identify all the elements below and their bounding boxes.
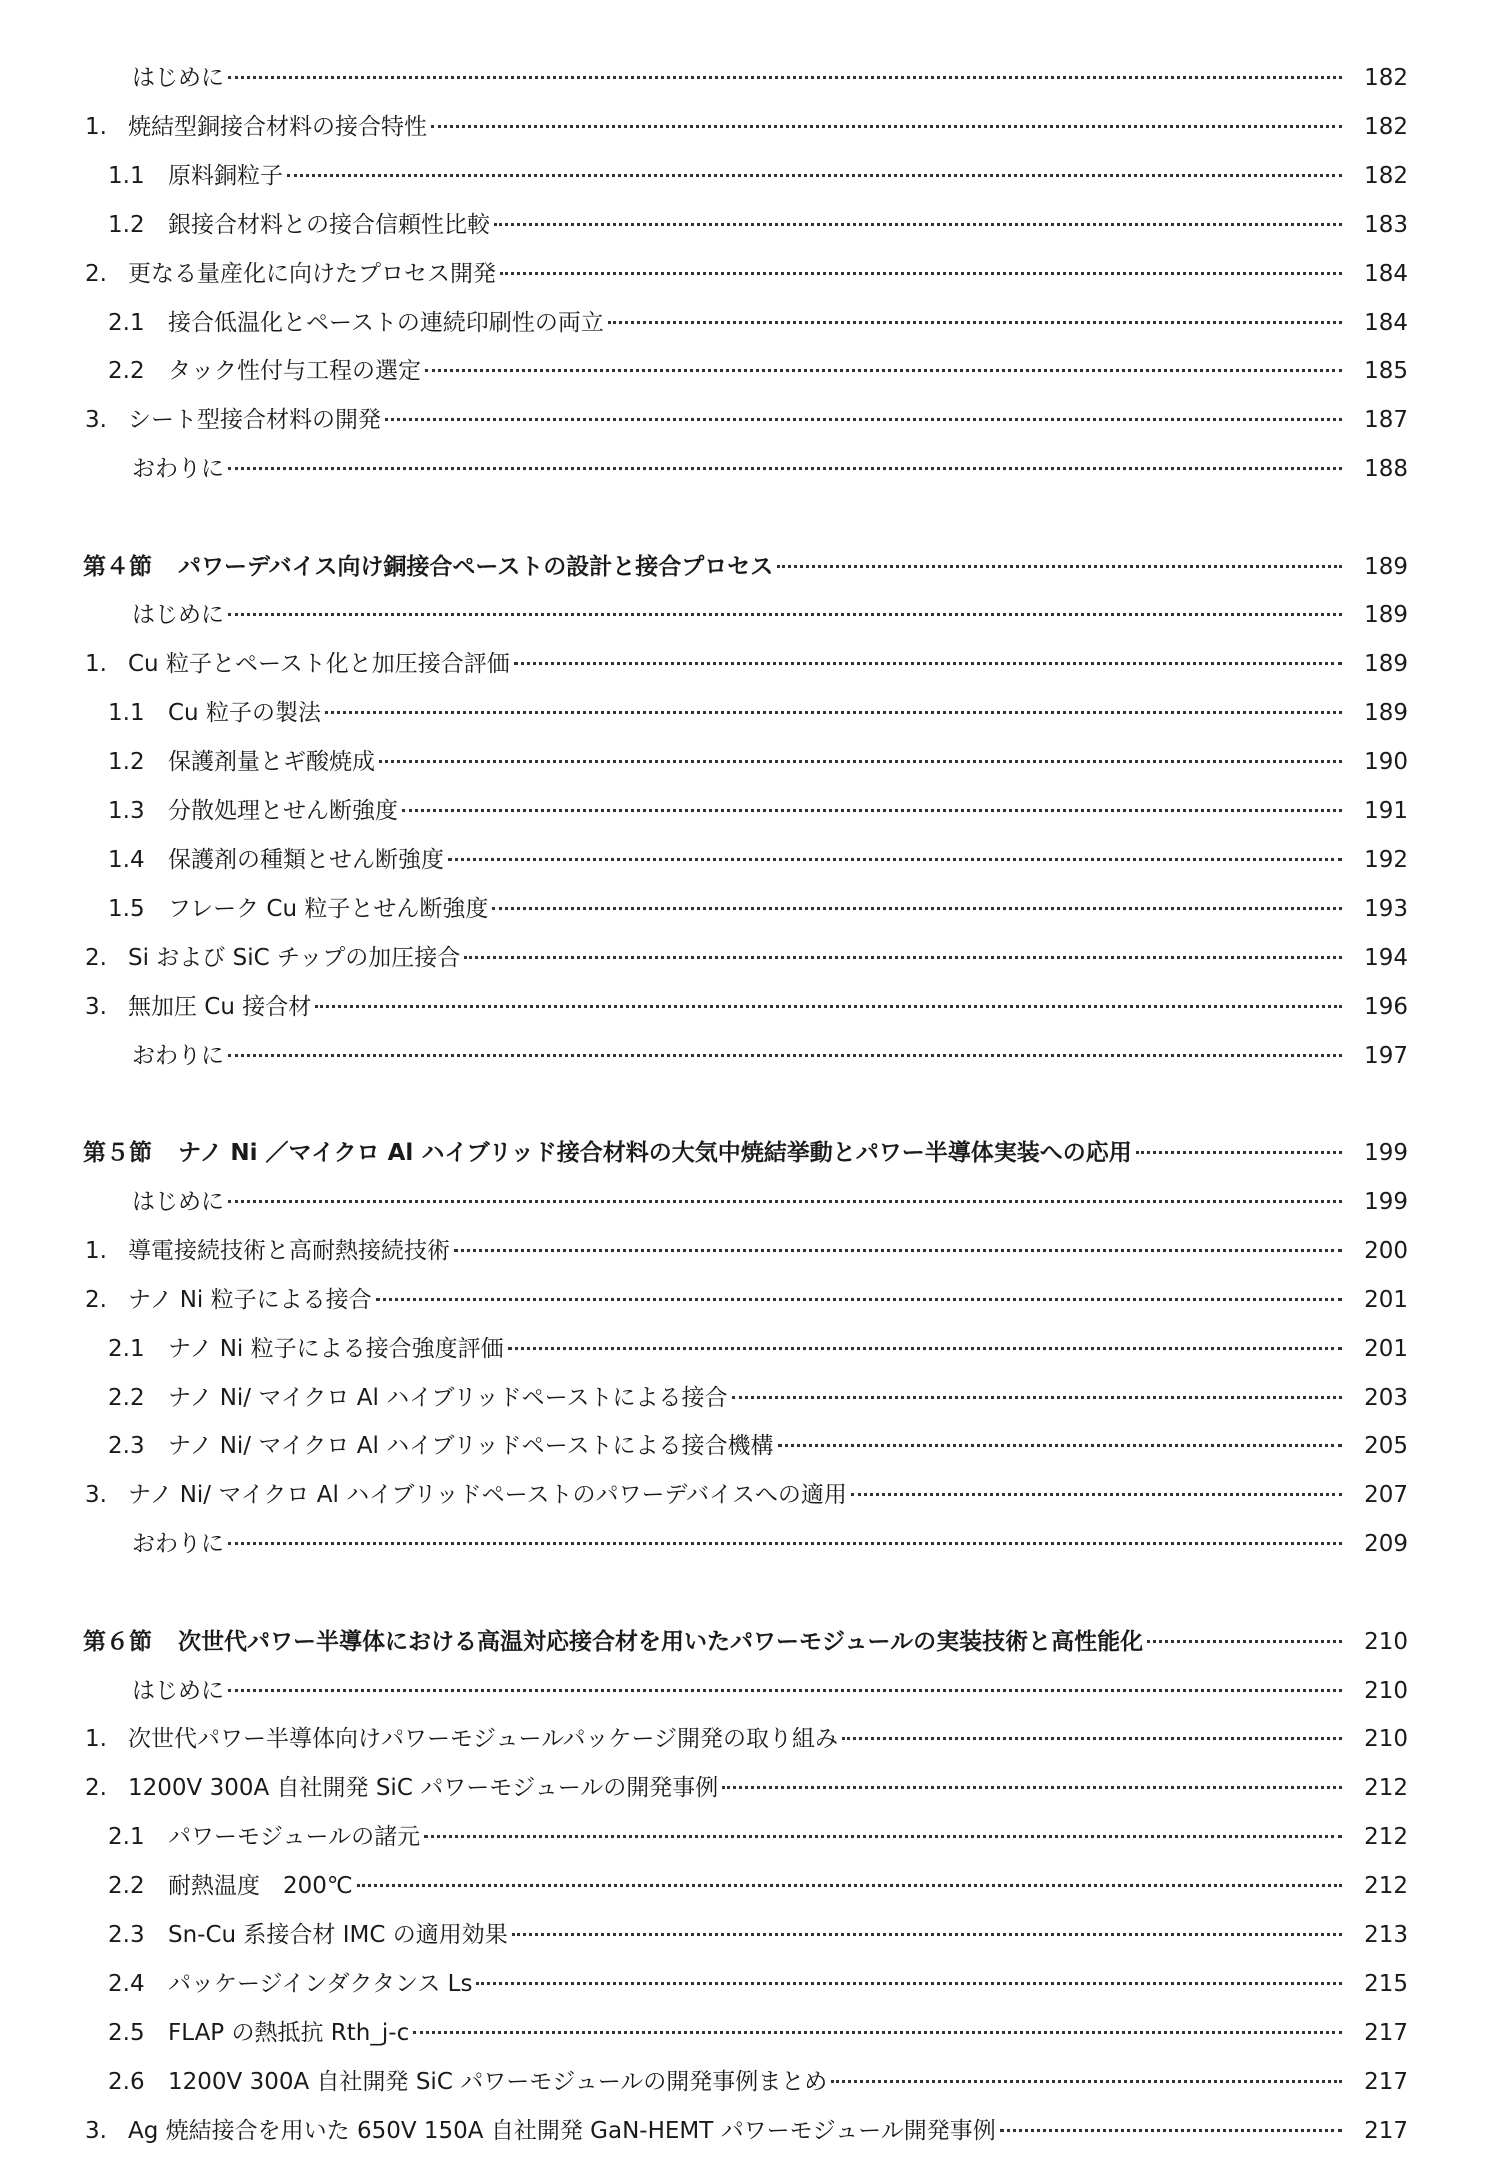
dot-leader bbox=[228, 76, 1342, 79]
toc-entry-number: 1.5 bbox=[108, 896, 145, 922]
toc-entry-line bbox=[132, 449, 1346, 489]
toc-entry-title: 銀接合材料との接合信頼性比較 bbox=[168, 212, 490, 238]
toc-entry-line bbox=[128, 987, 1346, 1027]
toc-entry-number: 2. bbox=[85, 261, 107, 287]
toc-page-number: 212 bbox=[1364, 1775, 1408, 1801]
toc-entry-line bbox=[128, 1768, 1346, 1808]
toc-entry-number: 1.4 bbox=[108, 847, 145, 873]
toc-entry-title: Si および SiC チップの加圧接合 bbox=[128, 945, 461, 971]
toc-page-number: 191 bbox=[1364, 798, 1408, 824]
toc-page-number: 190 bbox=[1364, 749, 1408, 775]
dot-leader bbox=[831, 2080, 1342, 2083]
toc-entry bbox=[0, 1426, 1496, 1466]
dot-leader bbox=[777, 565, 1342, 568]
toc-entry-line bbox=[168, 2062, 1346, 2102]
dot-leader bbox=[379, 760, 1342, 763]
toc-entry-number: 2. bbox=[85, 1775, 107, 1801]
toc-page-number: 193 bbox=[1364, 896, 1408, 922]
toc-entry bbox=[0, 987, 1496, 1027]
toc-entry-line bbox=[128, 254, 1346, 294]
toc-entry bbox=[0, 1915, 1496, 1955]
toc-entry-line bbox=[128, 1719, 1346, 1759]
dot-leader bbox=[228, 1200, 1342, 1203]
dot-leader bbox=[1000, 2129, 1342, 2132]
toc-entry bbox=[0, 156, 1496, 196]
toc-page-number: 182 bbox=[1364, 114, 1408, 140]
toc-entry-title: 1200V 300A 自社開発 SiC パワーモジュールの開発事例 bbox=[128, 1775, 719, 1801]
toc-entry bbox=[0, 1768, 1496, 1808]
toc-page-number: 200 bbox=[1364, 1238, 1408, 1264]
toc-entry bbox=[0, 351, 1496, 391]
toc-entry-line bbox=[168, 1964, 1346, 2004]
toc-entry-line bbox=[128, 644, 1346, 684]
toc-entry-line bbox=[168, 742, 1346, 782]
toc-entry bbox=[0, 2013, 1496, 2053]
toc-entry-number: 2.1 bbox=[108, 1336, 145, 1362]
dot-leader bbox=[1136, 1151, 1342, 1154]
toc-entry-line bbox=[128, 107, 1346, 147]
toc-entry-number: 2.2 bbox=[108, 1873, 145, 1899]
toc-entry-line bbox=[132, 58, 1346, 98]
toc-entry bbox=[0, 595, 1496, 635]
toc-entry bbox=[0, 2062, 1496, 2102]
toc-entry bbox=[0, 840, 1496, 880]
toc-entry-number: 2.1 bbox=[108, 310, 145, 336]
toc-page-number: 184 bbox=[1364, 310, 1408, 336]
toc-entry-number: 2.1 bbox=[108, 1824, 145, 1850]
toc-page-number: 182 bbox=[1364, 65, 1408, 91]
toc-entry-line bbox=[168, 2013, 1346, 2053]
section-number: 第４節 bbox=[83, 554, 152, 580]
toc-entry-title: 無加圧 Cu 接合材 bbox=[128, 994, 312, 1020]
toc-page-number: 184 bbox=[1364, 261, 1408, 287]
toc-entry-number: 1.2 bbox=[108, 212, 145, 238]
toc-page-number: 189 bbox=[1364, 651, 1408, 677]
toc-entry-title: おわりに bbox=[132, 1043, 224, 1069]
toc-entry bbox=[0, 644, 1496, 684]
toc-page-number: 210 bbox=[1364, 1629, 1408, 1655]
dot-leader bbox=[514, 662, 1342, 665]
toc-entry-title: おわりに bbox=[132, 456, 224, 482]
toc-entry bbox=[0, 1817, 1496, 1857]
toc-section-heading bbox=[0, 1133, 1496, 1173]
toc-entry-title: Sn-Cu 系接合材 IMC の適用効果 bbox=[168, 1922, 508, 1948]
toc-entry-title: おわりに bbox=[132, 1531, 224, 1557]
dot-leader bbox=[425, 369, 1342, 372]
toc-page-number: 212 bbox=[1364, 1873, 1408, 1899]
toc-entry bbox=[0, 303, 1496, 343]
toc-entry-line bbox=[168, 351, 1346, 391]
toc-entry-number: 2. bbox=[85, 1287, 107, 1313]
toc-entry bbox=[0, 1378, 1496, 1418]
dot-leader bbox=[357, 1884, 1342, 1887]
toc-entry-line bbox=[168, 205, 1346, 245]
toc-page-number: 188 bbox=[1364, 456, 1408, 482]
toc-entry-number: 3. bbox=[85, 994, 107, 1020]
section-number: 第５節 bbox=[83, 1140, 152, 1166]
toc-entry-title: ナノ Ni/ マイクロ Al ハイブリッドペーストによる接合 bbox=[168, 1385, 728, 1411]
toc-entry-title: Cu 粒子の製法 bbox=[168, 700, 321, 726]
section-number: 第６節 bbox=[83, 1629, 152, 1655]
toc-entry bbox=[0, 693, 1496, 733]
toc-entry-line bbox=[168, 693, 1346, 733]
dot-leader bbox=[454, 1249, 1342, 1252]
dot-leader bbox=[448, 858, 1342, 861]
toc-entry-line bbox=[128, 1280, 1346, 1320]
toc-entry-title: 導電接続技術と高耐熱接続技術 bbox=[128, 1238, 450, 1264]
toc-page-number: 201 bbox=[1364, 1336, 1408, 1362]
toc-entry-title: 分散処理とせん断強度 bbox=[168, 798, 398, 824]
toc-page-number: 217 bbox=[1364, 2069, 1408, 2095]
toc-entry-title: 焼結型銅接合材料の接合特性 bbox=[128, 114, 427, 140]
dot-leader bbox=[228, 467, 1342, 470]
toc-page-number: 210 bbox=[1364, 1726, 1408, 1752]
toc-entry-number: 1. bbox=[85, 1238, 107, 1264]
toc-entry bbox=[0, 1280, 1496, 1320]
toc-entry-title: 1200V 300A 自社開発 SiC パワーモジュールの開発事例まとめ bbox=[168, 2069, 828, 2095]
toc-entry-line bbox=[168, 1378, 1346, 1418]
toc-entry-number: 3. bbox=[85, 1482, 107, 1508]
toc-entry-line bbox=[168, 156, 1346, 196]
dot-leader bbox=[494, 223, 1342, 226]
toc-entry-line bbox=[128, 1231, 1346, 1271]
toc-page-number: 192 bbox=[1364, 847, 1408, 873]
toc-entry-line bbox=[168, 1817, 1346, 1857]
toc-entry-title: タック性付与工程の選定 bbox=[168, 358, 421, 384]
dot-leader bbox=[385, 418, 1342, 421]
toc-page-number: 199 bbox=[1364, 1140, 1408, 1166]
dot-leader bbox=[228, 1054, 1342, 1057]
dot-leader bbox=[431, 125, 1342, 128]
toc-page-number: 215 bbox=[1364, 1971, 1408, 1997]
toc-entry bbox=[0, 449, 1496, 489]
toc-entry bbox=[0, 1231, 1496, 1271]
dot-leader bbox=[464, 956, 1342, 959]
toc-entry-title: パワーデバイス向け銅接合ペーストの設計と接合プロセス bbox=[178, 554, 774, 580]
dot-leader bbox=[402, 809, 1342, 812]
toc-entry-number: 1. bbox=[85, 114, 107, 140]
toc-entry-title: 耐熱温度 200℃ bbox=[168, 1873, 353, 1899]
toc-entry-title: 更なる量産化に向けたプロセス開発 bbox=[128, 261, 496, 287]
toc-entry-number: 2.2 bbox=[108, 1385, 145, 1411]
toc-entry-number: 1.1 bbox=[108, 700, 145, 726]
dot-leader bbox=[492, 907, 1342, 910]
dot-leader bbox=[732, 1396, 1342, 1399]
toc-page-number: 194 bbox=[1364, 945, 1408, 971]
toc-entry-title: はじめに bbox=[132, 1189, 224, 1215]
toc-entry-title: Ag 焼結接合を用いた 650V 150A 自社開発 GaN-HEMT パワーモジュール開発事例 bbox=[128, 2118, 996, 2144]
dot-leader bbox=[413, 2031, 1342, 2034]
toc-page-number: 182 bbox=[1364, 163, 1408, 189]
dot-leader bbox=[476, 1982, 1342, 1985]
toc-page-number: 207 bbox=[1364, 1482, 1408, 1508]
toc-entry bbox=[0, 742, 1496, 782]
toc-entry-title: ナノ Ni ／マイクロ Al ハイブリッド接合材料の大気中焼結挙動とパワー半導体実装への応用 bbox=[178, 1140, 1132, 1166]
toc-page-number: 203 bbox=[1364, 1385, 1408, 1411]
toc-entry bbox=[0, 1671, 1496, 1711]
toc-entry bbox=[0, 58, 1496, 98]
toc-entry-title: フレーク Cu 粒子とせん断強度 bbox=[168, 896, 489, 922]
dot-leader bbox=[851, 1493, 1342, 1496]
toc-entry-number: 2. bbox=[85, 945, 107, 971]
toc-entry-line bbox=[128, 2111, 1346, 2151]
dot-leader bbox=[608, 321, 1342, 324]
toc-entry-number: 2.6 bbox=[108, 2069, 145, 2095]
dot-leader bbox=[424, 1835, 1342, 1838]
toc-page-number: 210 bbox=[1364, 1678, 1408, 1704]
toc-entry-title: シート型接合材料の開発 bbox=[128, 407, 381, 433]
toc-entry-number: 2.5 bbox=[108, 2020, 145, 2046]
toc-entry bbox=[0, 1964, 1496, 2004]
toc-entry bbox=[0, 1524, 1496, 1564]
toc-page-number: 209 bbox=[1364, 1531, 1408, 1557]
toc-entry-line bbox=[168, 1426, 1346, 1466]
toc-entry-title: はじめに bbox=[132, 602, 224, 628]
toc-entry-number: 2.3 bbox=[108, 1433, 145, 1459]
toc-page-number: 217 bbox=[1364, 2020, 1408, 2046]
toc-entry-number: 1. bbox=[85, 651, 107, 677]
toc-entry-title: 保護剤の種類とせん断強度 bbox=[168, 847, 444, 873]
toc-entry-line bbox=[168, 840, 1346, 880]
toc-entry-title: 次世代パワー半導体における高温対応接合材を用いたパワーモジュールの実装技術と高性能化 bbox=[178, 1629, 1144, 1655]
toc-entry-line bbox=[168, 303, 1346, 343]
toc-entry-line bbox=[83, 1133, 1346, 1173]
dot-leader bbox=[842, 1737, 1342, 1740]
dot-leader bbox=[722, 1786, 1342, 1789]
toc-entry-number: 2.4 bbox=[108, 1971, 145, 1997]
toc-entry-line bbox=[83, 1622, 1346, 1662]
dot-leader bbox=[315, 1005, 1342, 1008]
toc-entry-line bbox=[132, 1036, 1346, 1076]
toc-entry-line bbox=[168, 1915, 1346, 1955]
toc-entry-title: Cu 粒子とペースト化と加圧接合評価 bbox=[128, 651, 510, 677]
toc-entry-number: 1.3 bbox=[108, 798, 145, 824]
dot-leader bbox=[228, 1689, 1342, 1692]
toc-entry-number: 1.2 bbox=[108, 749, 145, 775]
toc-entry-title: パッケージインダクタンス Ls bbox=[168, 1971, 473, 1997]
toc-entry-line bbox=[132, 1524, 1346, 1564]
toc-page-number: 212 bbox=[1364, 1824, 1408, 1850]
dot-leader bbox=[500, 272, 1342, 275]
dot-leader bbox=[287, 174, 1342, 177]
toc-section-heading bbox=[0, 1622, 1496, 1662]
toc-entry-line bbox=[83, 547, 1346, 587]
toc-entry-line bbox=[132, 595, 1346, 635]
toc-entry bbox=[0, 1182, 1496, 1222]
toc-entry-number: 1.1 bbox=[108, 163, 145, 189]
toc-entry-line bbox=[128, 938, 1346, 978]
toc-page-number: 185 bbox=[1364, 358, 1408, 384]
toc-page-number: 183 bbox=[1364, 212, 1408, 238]
toc-page-number: 197 bbox=[1364, 1043, 1408, 1069]
toc-entry-line bbox=[168, 889, 1346, 929]
toc-entry-title: はじめに bbox=[132, 65, 224, 91]
toc-entry bbox=[0, 205, 1496, 245]
toc-page-number: 199 bbox=[1364, 1189, 1408, 1215]
toc-entry bbox=[0, 1866, 1496, 1906]
toc-entry-title: 接合低温化とペーストの連続印刷性の両立 bbox=[168, 310, 604, 336]
toc-entry bbox=[0, 2111, 1496, 2151]
toc-entry-title: ナノ Ni 粒子による接合強度評価 bbox=[168, 1336, 504, 1362]
dot-leader bbox=[778, 1444, 1342, 1447]
toc-entry bbox=[0, 107, 1496, 147]
dot-leader bbox=[325, 711, 1342, 714]
toc-entry-line bbox=[132, 1182, 1346, 1222]
toc-page-number: 189 bbox=[1364, 602, 1408, 628]
toc-page-number: 205 bbox=[1364, 1433, 1408, 1459]
dot-leader bbox=[508, 1347, 1342, 1350]
toc-entry-title: FLAP の熱抵抗 Rth_j-c bbox=[168, 2020, 410, 2046]
toc-page-number: 187 bbox=[1364, 407, 1408, 433]
toc-entry-number: 1. bbox=[85, 1726, 107, 1752]
toc-entry bbox=[0, 254, 1496, 294]
toc-page-number: 213 bbox=[1364, 1922, 1408, 1948]
toc-entry-number: 3. bbox=[85, 2118, 107, 2144]
toc-entry-number: 2.3 bbox=[108, 1922, 145, 1948]
toc-entry-title: はじめに bbox=[132, 1678, 224, 1704]
toc-section-heading bbox=[0, 547, 1496, 587]
toc-entry-number: 2.2 bbox=[108, 358, 145, 384]
toc-page-number: 201 bbox=[1364, 1287, 1408, 1313]
dot-leader bbox=[512, 1933, 1342, 1936]
toc-entry-line bbox=[168, 791, 1346, 831]
toc-entry-line bbox=[128, 1475, 1346, 1515]
toc-entry-title: 次世代パワー半導体向けパワーモジュールパッケージ開発の取り組み bbox=[128, 1726, 839, 1752]
toc-entry bbox=[0, 1036, 1496, 1076]
toc-entry-title: 保護剤量とギ酸焼成 bbox=[168, 749, 375, 775]
toc-entry-title: 原料銅粒子 bbox=[168, 163, 283, 189]
toc-entry-title: ナノ Ni/ マイクロ Al ハイブリッドペーストのパワーデバイスへの適用 bbox=[128, 1482, 847, 1508]
toc-page-number: 189 bbox=[1364, 700, 1408, 726]
toc-entry-number: 3. bbox=[85, 407, 107, 433]
toc-entry bbox=[0, 1475, 1496, 1515]
dot-leader bbox=[376, 1298, 1342, 1301]
dot-leader bbox=[228, 613, 1342, 616]
toc-entry bbox=[0, 1329, 1496, 1369]
toc-entry-title: ナノ Ni/ マイクロ Al ハイブリッドペーストによる接合機構 bbox=[168, 1433, 774, 1459]
toc-entry-line bbox=[168, 1329, 1346, 1369]
toc-entry bbox=[0, 791, 1496, 831]
toc-entry-line bbox=[168, 1866, 1346, 1906]
toc-page-number: 196 bbox=[1364, 994, 1408, 1020]
toc-entry bbox=[0, 400, 1496, 440]
toc-entry bbox=[0, 938, 1496, 978]
dot-leader bbox=[1147, 1640, 1342, 1643]
toc-entry bbox=[0, 889, 1496, 929]
toc-page-number: 189 bbox=[1364, 554, 1408, 580]
toc-entry-line bbox=[128, 400, 1346, 440]
toc-entry-line bbox=[132, 1671, 1346, 1711]
toc-entry bbox=[0, 1719, 1496, 1759]
toc-entry-title: パワーモジュールの諸元 bbox=[168, 1824, 421, 1850]
toc-page-number: 217 bbox=[1364, 2118, 1408, 2144]
toc-entry-title: ナノ Ni 粒子による接合 bbox=[128, 1287, 372, 1313]
dot-leader bbox=[228, 1542, 1342, 1545]
